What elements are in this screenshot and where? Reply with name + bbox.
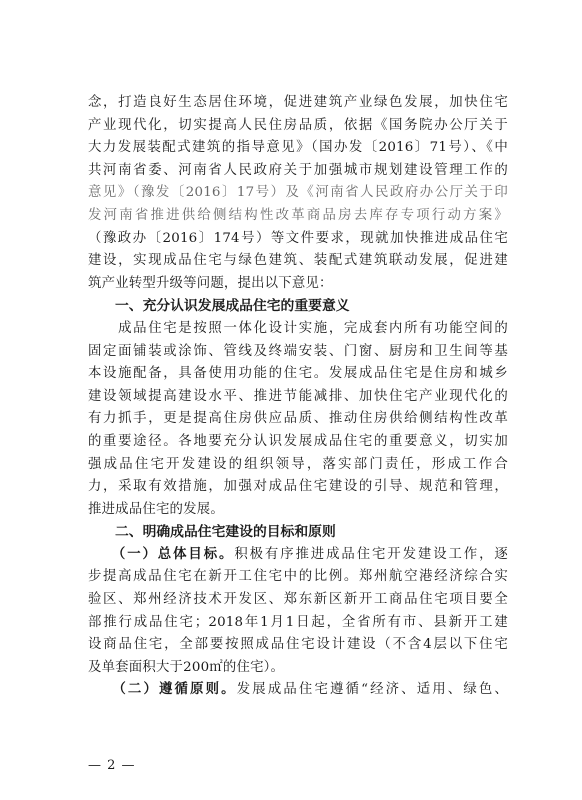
text-line: （豫政办〔2016〕174号）等文件要求，现就加快推进成品住宅 (88, 230, 508, 246)
principle-paragraph (88, 679, 508, 702)
text-line: 设商品住宅，全部要按照成品住宅设计建设（不含4层以下住宅 (88, 637, 508, 653)
text-line: 推进成品住宅的发展。 (88, 501, 224, 517)
text-line: 产业现代化，切实提高人民住房品质，依据《国务院办公厅关于 (88, 117, 508, 133)
text-line: 力，采取有效措施，加强对成品住宅建设的引导、规范和管理， (88, 479, 508, 495)
document-body (88, 92, 508, 702)
text-line: 本设施配备，具备使用功能的住宅。发展成品住宅是住房和城乡 (88, 366, 508, 382)
section-heading-1: 一、充分认识发展成品住宅的重要意义 (115, 298, 350, 315)
text-line: 有力抓手，更是提高住房供应品质、推动住房供给侧结构性改革 (88, 411, 508, 427)
text-fragment: 发展成品住宅遵循“经济、适用、绿色、 (236, 682, 508, 698)
text-line: 步提高成品住宅在新开工住宅中的比例。郑州航空港经济综合实 (88, 569, 508, 585)
text-line: 大力发展装配式建筑的指导意见》（国办发〔2016〕71号）、《中 (88, 140, 508, 156)
text-line (88, 679, 508, 702)
text-line: 的重要途径。各地要充分认识发展成品住宅的重要意义，切实加 (88, 433, 508, 449)
text-line: 固定面铺装或涂饰、管线及终端安装、门窗、厨房和卫生间等基 (88, 343, 508, 359)
section-heading-2: 二、明确成品住宅建设的目标和原则 (115, 524, 336, 541)
text-line: 共河南省委、河南省人民政府关于加强城市规划建设管理工作的 (88, 162, 508, 178)
intro-paragraph (88, 92, 508, 295)
text-fragment: 积极有序推进成品住宅开发建设工作，逐 (234, 546, 508, 562)
text-line: 成品住宅是按照一体化设计实施，完成套内所有功能空间的 (88, 320, 508, 336)
text-line: 建设领域提高建设水平、推进节能减排、加快住宅产业现代化的 (88, 388, 508, 404)
text-line: 筑产业转型升级等问题，提出以下意见： (88, 275, 333, 291)
text-line: 强成品住宅开发建设的组织领导，落实部门责任，形成工作合 (88, 456, 508, 472)
text-line: 部推行成品住宅；2018年1月1日起，全省所有市、县新开工建 (88, 614, 508, 630)
text-line: 发河南省推进供给侧结构性改革商品房去库存专项行动方案》 (88, 207, 508, 223)
section1-paragraph (88, 318, 508, 521)
text-line: 意见》（豫发〔2016〕17号）及《河南省人民政府办公厅关于印 (88, 185, 508, 201)
text-line: 及单套面积大于200㎡的住宅）。 (88, 659, 285, 675)
goal-paragraph (88, 544, 508, 680)
text-line (88, 544, 508, 567)
text-line: 验区、郑州经济技术开发区、郑东新区新开工商品住宅项目要全 (88, 592, 508, 608)
subsection-label: （一）总体目标。 (118, 546, 235, 562)
text-line: 建设，实现成品住宅与绿色建筑、装配式建筑联动发展，促进建 (88, 253, 508, 269)
subsection-label: （二）遵循原则。 (119, 682, 237, 698)
text-line: 念，打造良好生态居住环境，促进建筑产业绿色发展，加快住宅 (88, 95, 508, 110)
page-number: — 2 — (88, 758, 136, 773)
